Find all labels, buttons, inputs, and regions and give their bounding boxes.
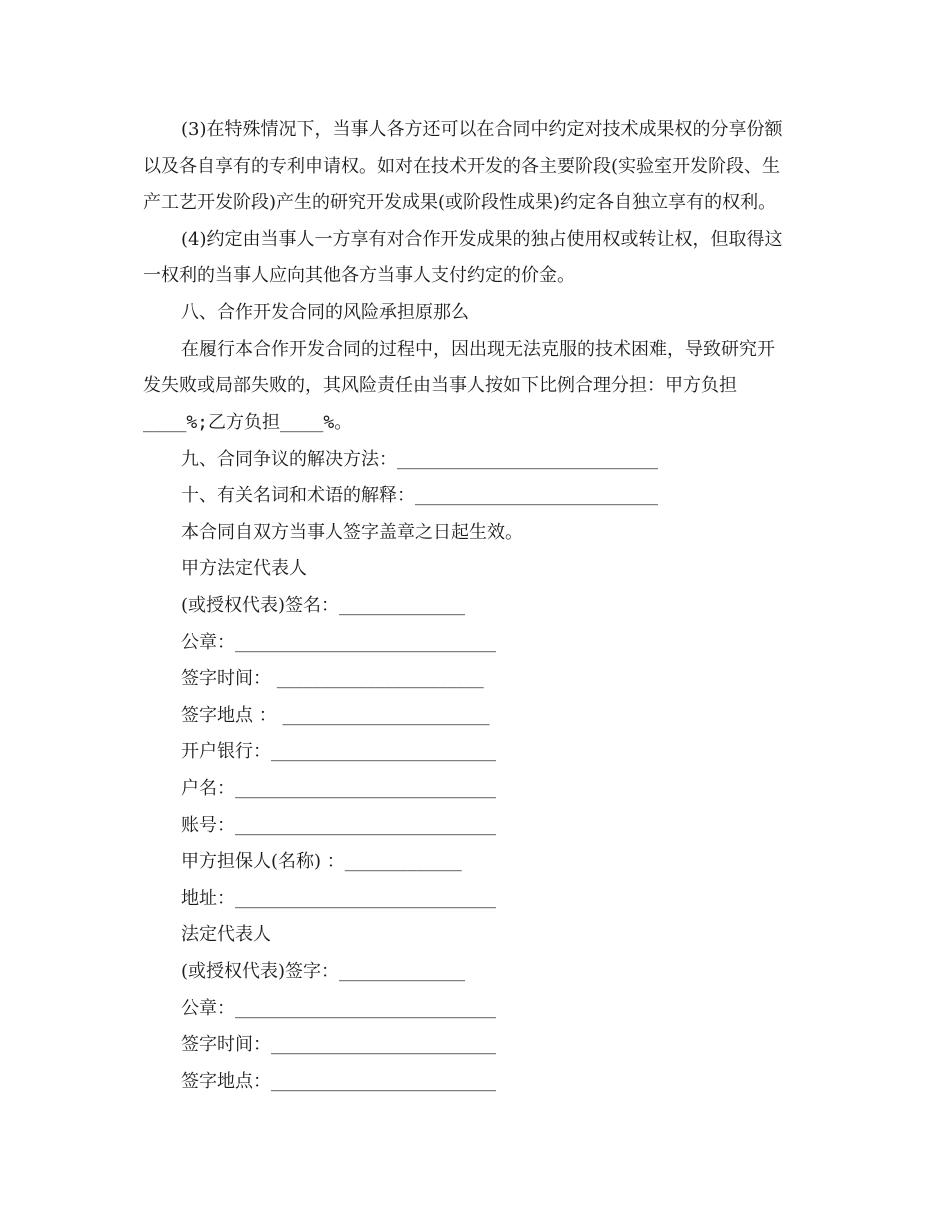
guarantor-seal-field: 公章：_____________________________	[181, 998, 496, 1019]
party-a-legal-rep-label: 甲方法定代表人	[181, 558, 307, 579]
party-a-sign-place-field: 签字地点 ： _______________________	[181, 705, 490, 726]
section-8-para-line-1: 在履行本合作开发合同的过程中，因出现无法克服的技术困难，导致研究开	[181, 339, 775, 360]
clause-3-line-2: 以及各自享有的专利申请权。如对在技术开发的各主要阶段(实验室开发阶段、生	[143, 156, 781, 177]
clause-4-line-1: (4)约定由当事人一方享有对合作开发成果的独占使用权或转让权，但取得这	[181, 229, 783, 250]
section-10-terms: 十、有关名词和术语的解释：___________________________	[181, 485, 658, 506]
party-a-account-name-field: 户名：_____________________________	[181, 778, 496, 799]
guarantor-sign-place-field: 签字地点：_________________________	[181, 1071, 496, 1092]
guarantor-signature-field: (或授权代表)签字：______________	[181, 961, 466, 982]
party-a-account-number-field: 账号：_____________________________	[181, 815, 496, 836]
party-a-guarantor-field: 甲方担保人(名称) ：_____________	[181, 851, 462, 872]
party-a-signature-field: (或授权代表)签名：______________	[181, 595, 466, 616]
party-a-sign-time-field: 签字时间： _______________________	[181, 668, 484, 689]
clause-4-line-2: 一权利的当事人应向其他各方当事人支付约定的价金。	[143, 265, 575, 286]
clause-3-line-3: 产工艺开发阶段)产生的研究开发成果(或阶段性成果)约定各自独立享有的权利。	[143, 192, 777, 213]
guarantor-legal-rep-label: 法定代表人	[181, 924, 271, 945]
guarantor-address-field: 地址：_____________________________	[181, 888, 496, 909]
guarantor-sign-time-field: 签字时间：_________________________	[181, 1034, 496, 1055]
party-a-bank-field: 开户银行：_________________________	[181, 741, 496, 762]
section-9-dispute-resolution: 九、合同争议的解决方法：_____________________________	[181, 449, 658, 470]
effective-clause: 本合同自双方当事人签字盖章之日起生效。	[181, 522, 523, 543]
clause-3-line-1: (3)在特殊情况下，当事人各方还可以在合同中约定对技术成果权的分享份额	[181, 119, 783, 140]
section-8-para-line-2: 发失败或局部失败的，其风险责任由当事人按如下比例合理分担：甲方负担	[143, 375, 737, 396]
party-a-seal-field: 公章：_____________________________	[181, 632, 496, 653]
section-8-heading: 八、合作开发合同的风险承担原那么	[181, 302, 469, 323]
risk-ratio-line: ____%;乙方负担____%。	[143, 412, 353, 433]
